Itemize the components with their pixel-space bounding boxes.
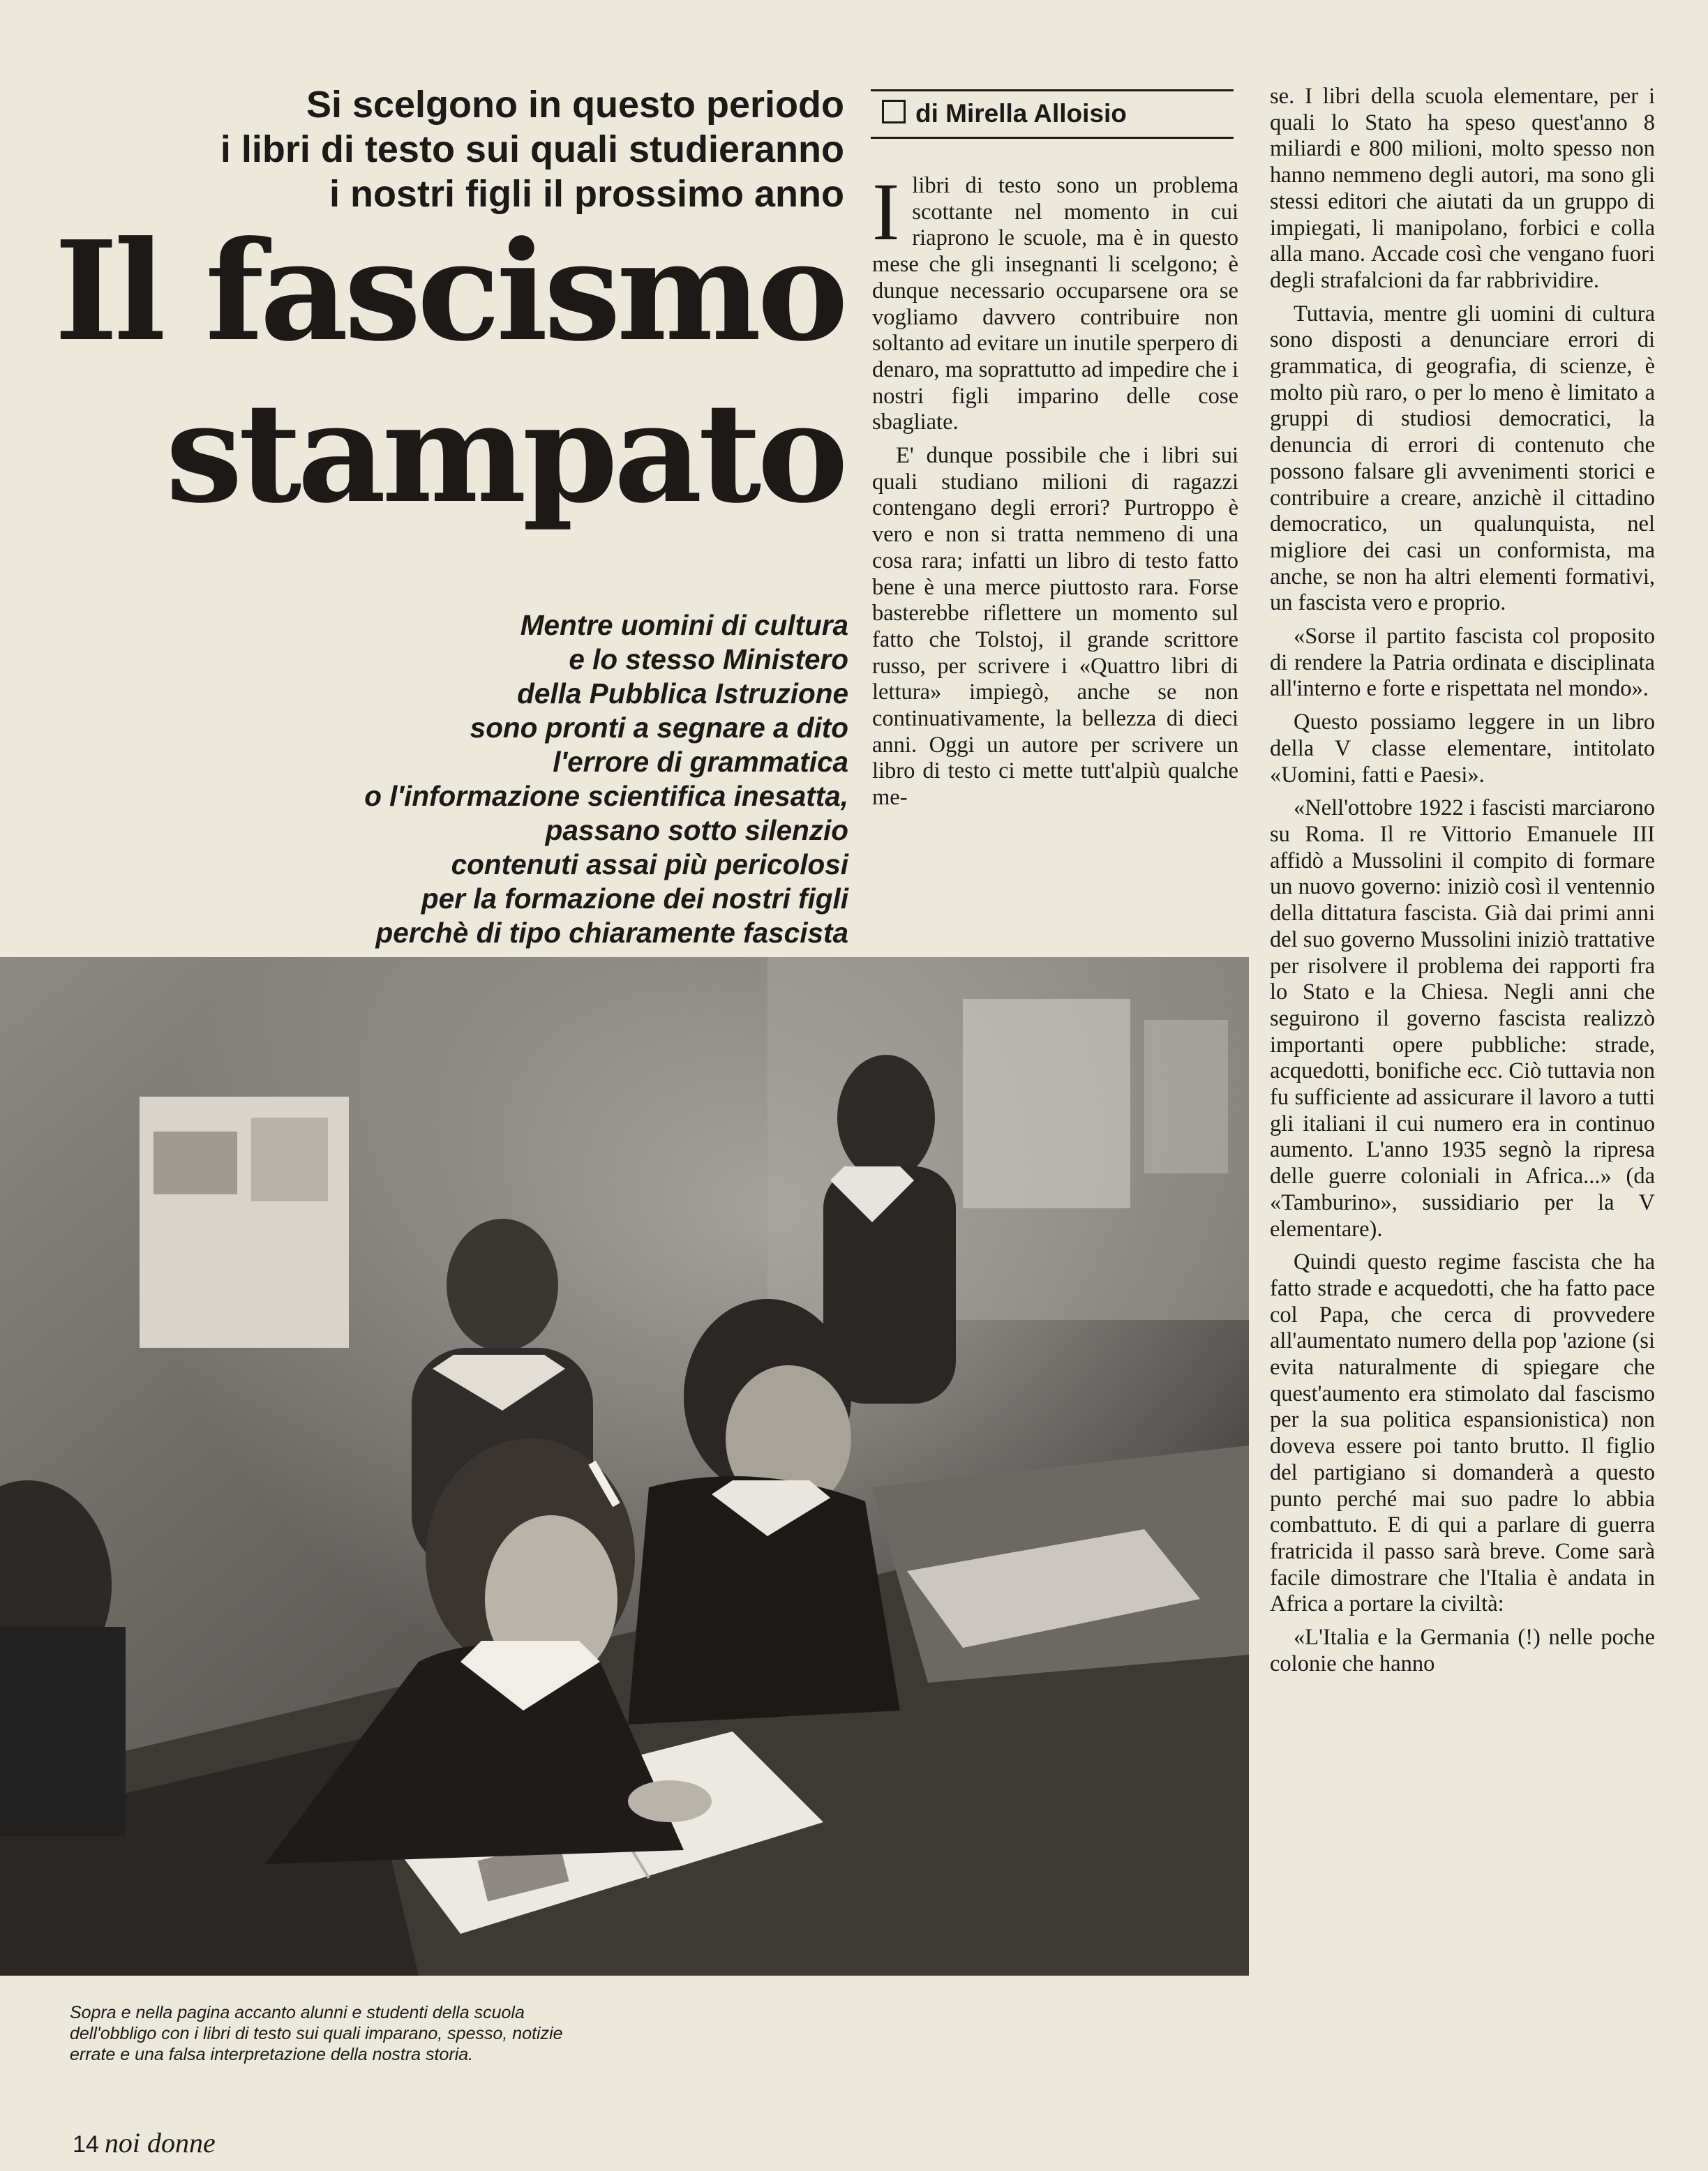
classroom-photo-illustration — [0, 957, 1249, 1976]
publication-logo: noi donne — [104, 2127, 216, 2158]
deck-line: della Pubblica Istruzione — [517, 677, 848, 709]
body-paragraph: se. I libri della scuola elementare, per i quali lo Stato ha speso quest'anno 8 miliardi e 800 milioni, molto spesso non hanno nemmeno degli autori, ma sono gli stessi editori che aiutati da un gruppo di impiegati, li manipolano, forbici e colla alla mano. Accade così che vengano fuori degli strafalcioni da far rabbrividire. — [1270, 84, 1655, 293]
body-paragraph: Tuttavia, mentre gli uomini di cultura sono disposti a denunciare errori di grammatica, di geografia, di scienze, è molto più raro, o per lo meno è limitato a gruppi di studiosi democratici, la denuncia di errori di contenuto che possono falsare gli avvenimenti storici e contribuire a creare, anzichè il cittadino democratico, un qualunquista, nel migliore dei casi un conformista, ma anche, se non ha altri elementi formativi, un fascista vero e proprio. — [1270, 301, 1655, 616]
deck-line: perchè di tipo chiaramente fascista — [375, 917, 848, 949]
kicker-line: Si scelgono in questo periodo — [306, 84, 844, 126]
drop-cap: I — [872, 173, 900, 257]
byline — [871, 98, 1234, 130]
deck-line: per la formazione dei nostri figli — [421, 882, 848, 915]
photo-caption: Sopra e nella pagina accanto alunni e studenti della scuola dell'obbligo con i libri di testo sui quali imparano, spesso, notizie errate e una falsa interpretazione della nostra storia. — [70, 2003, 563, 2064]
deck-line: l'errore di grammatica — [553, 746, 848, 778]
deck-line: Mentre uomini di cultura — [520, 609, 848, 641]
article-deck — [112, 608, 848, 950]
deck-line: o l'informazione scientifica inesatta, — [364, 780, 848, 812]
byline-rule-top — [871, 89, 1234, 91]
body-paragraph: «L'Italia e la Germania (!) nelle poche colonie che hanno — [1270, 1625, 1655, 1676]
deck-line: passano sotto silenzio — [545, 814, 848, 846]
article-headline — [42, 211, 844, 534]
page-number: 14 — [73, 2131, 99, 2158]
byline-author: di Mirella Alloisio — [915, 99, 1127, 128]
page-footer — [73, 2126, 216, 2159]
checkbox-square-icon — [882, 100, 906, 123]
body-paragraph: «Sorse il partito fascista col proposito di rendere la Patria ordinata e disciplinata all'interno e forte e rispettata nel mondo». — [1270, 624, 1655, 702]
body-paragraph: Ilibri di testo sono un problema scottante nel momento in cui riaprono le scuole, ma è in questo mese che gli insegnanti li scelgono; è dunque necessario occuparsene ora se vogliamo davvero contribuire non soltanto ad evitare un inutile sperpero di denaro, ma soprattutto ad impedire che i nostri figli imparino delle cose sbagliate. — [872, 173, 1238, 435]
body-column-2 — [872, 173, 1238, 926]
kicker-line: i nostri figli il prossimo anno — [329, 173, 844, 215]
deck-line: contenuti assai più pericolosi — [451, 848, 848, 880]
byline-rule-bottom — [871, 137, 1234, 139]
body-paragraph: «Nell'ottobre 1922 i fascisti marciarono su Roma. Il re Vittorio Emanuele III affidò a Mussolini il compito di formare un nuovo governo: iniziò così il ventennio della dittatura fascista. Già dai primi anni del suo governo Mussolini iniziò trattative per risolvere il problema dei rapporti fra lo Stato e la Chiesa. Negli anni che seguirono il governo fascista realizzò importanti opere pubbliche: strade, acquedotti, bonifiche ecc. Ciò tuttavia non fu sufficiente ad assicurare il lavoro a tutti gli italiani il cui numero era in continuo aumento. L'anno 1935 segnò la ripresa delle guerre coloniali in Africa...» (da «Tamburino», sussidiario per la V elementare). — [1270, 795, 1655, 1242]
kicker-line: i libri di testo sui quali studieranno — [220, 128, 844, 170]
headline-line-2: stampato — [165, 373, 844, 534]
deck-line: e lo stesso Ministero — [569, 643, 848, 675]
body-column-3 — [1270, 84, 1655, 2121]
article-kicker — [112, 82, 844, 216]
body-paragraph: E' dunque possibile che i libri sui quali studiano milioni di ragazzi contengano degli errori? Purtroppo è vero e non si tratta nemmeno di una cosa rara; infatti un libro di testo fatto bene è una merce piuttosto rara. Forse basterebbe riflettere un momento sul fatto che Tolstoj, il grande scrittore russo, per scrivere i «Quattro libri di lettura» impiegò, anche se non continuativamente, la bellezza di dieci anni. Oggi un autore per scrivere un libro di testo ci mette tutt'alpiù qualche me- — [872, 443, 1238, 811]
deck-line: sono pronti a segnare a dito — [470, 712, 848, 744]
classroom-photo — [0, 957, 1249, 1976]
body-paragraph: Questo possiamo leggere in un libro della V classe elementare, intitolato «Uomini, fatti e Paesi». — [1270, 709, 1655, 788]
body-paragraph: Quindi questo regime fascista che ha fatto strade e acquedotti, che ha fatto pace col Papa, che cerca di provvedere all'aumentato numero della pop 'azione (si evita naturalmente di spiegare che quest'aumento era stimolato dal fascismo per la sua politica espansionistica) non doveva essere poi tanto brutto. Il figlio del partigiano si domanderà a questo punto perché mai suo padre lo abbia combattuto. E di qui a parlare di guerra fratricida il passo sarà breve. Come sarà facile dimostrare che l'Italia è andata in Africa a portare la civiltà: — [1270, 1249, 1655, 1617]
headline-line-1: Il fascismo — [54, 211, 844, 372]
